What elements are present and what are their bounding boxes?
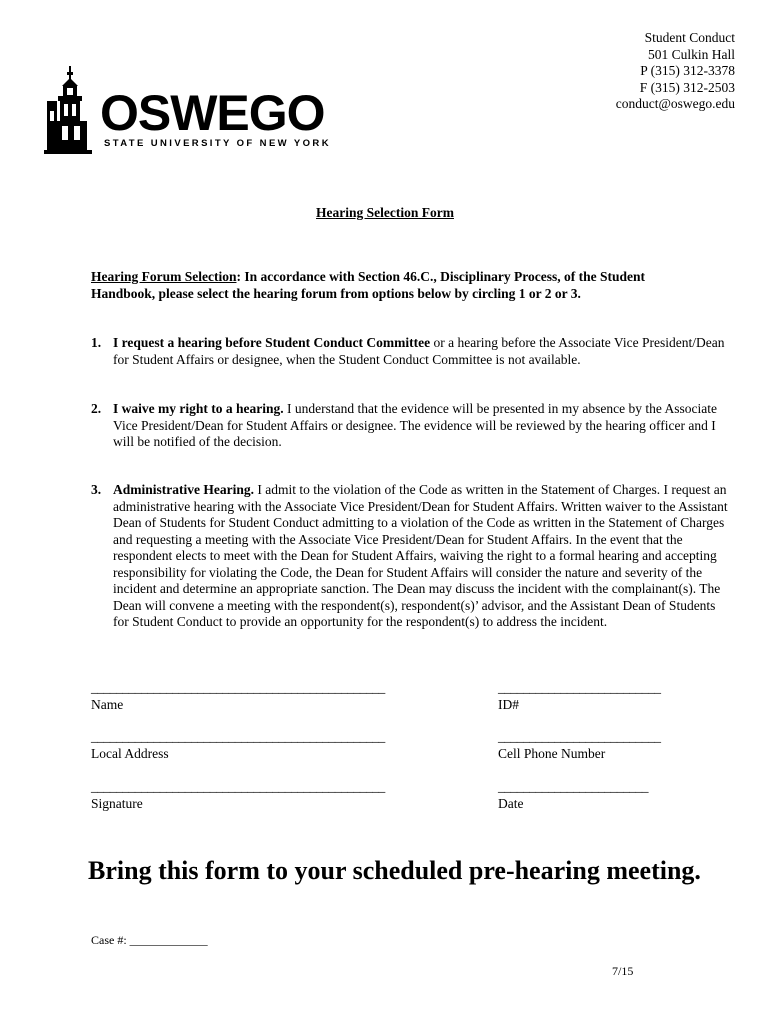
option-3: [91, 482, 731, 631]
option-text: I understand that the evidence will be presented in my absence by the Associate Vice President/Dean for Student Affairs or designee. The evidence will be reviewed by the hearing officer and I will be notified of the decision.: [113, 401, 717, 449]
date-field[interactable]: [498, 779, 648, 812]
option-number: 3.: [91, 482, 102, 497]
oswego-logo: [44, 66, 344, 156]
form-title: Hearing Selection Form: [316, 205, 454, 220]
cell-phone-label: Cell Phone Number: [498, 746, 606, 761]
contact-office: Student Conduct: [644, 30, 735, 45]
option-2: [91, 401, 731, 451]
date-label: Date: [498, 796, 524, 811]
intro-paragraph: [91, 268, 711, 302]
option-title: I request a hearing before Student Conduct Committee: [113, 335, 431, 350]
contact-email: conduct@oswego.edu: [615, 96, 735, 111]
option-1: [91, 335, 731, 368]
logo-tagline: STATE UNIVERSITY OF NEW YORK: [104, 138, 331, 149]
address-label: Local Address: [91, 746, 169, 761]
option-title: I waive my right to a hearing.: [113, 401, 284, 416]
contact-fax: F (315) 312-2503: [639, 79, 735, 95]
intro-lead: Hearing Forum Selection: [91, 269, 237, 284]
name-label: Name: [91, 697, 124, 712]
name-field[interactable]: [91, 680, 385, 713]
case-number-field[interactable]: Case #: _____________: [91, 933, 208, 947]
contact-phone: P (315) 312-3378: [640, 63, 735, 78]
cell-phone-field[interactable]: [498, 729, 661, 762]
cell-phone-line[interactable]: __________________________: [498, 729, 661, 744]
signature-label: Signature: [91, 796, 143, 811]
option-text: I admit to the violation of the Code as written in the Statement of Charges. I request an administrative hearing with the Associate Vice President/Dean for Student Affairs. Written waiver to the Assistant Dean of Students for Student Conduct admitting to a violation of the Code as written in the Statement of Charges and requesting a meeting with the Associate Vice President/Dean for Student Affairs. In the event that the respondent elects to meet with the Dean for Student Affairs, waiving the right to a formal hearing and accepting responsibility for violating the Code, the Dean for Student Affairs will consider the nature and severity of the incident and determine an appropriate sanction. The Dean may discuss the incident with the complainant(s). The Dean will convene a meeting with the respondent(s), respondent(s)’ advisor, and the Assistant Dean of Students for Student Conduct to provide an opportunity for the respondent(s) to address the incident.: [113, 482, 728, 629]
id-line[interactable]: __________________________: [498, 680, 661, 695]
bring-form-notice: Bring this form to your scheduled pre-hearing meeting.: [88, 856, 701, 885]
date-line[interactable]: ________________________: [498, 779, 648, 794]
address-line[interactable]: _______________________________________________: [91, 729, 385, 744]
form-revision-date: 7/15: [612, 964, 634, 978]
signature-field[interactable]: [91, 779, 385, 812]
option-text: or a hearing before the Associate Vice President/Dean for Student Affairs or designee, when the Student Conduct Committee is not available.: [113, 335, 725, 367]
option-number: 2.: [91, 401, 102, 416]
id-field[interactable]: [498, 680, 661, 713]
option-title: Administrative Hearing.: [113, 482, 254, 497]
tower-icon: [44, 66, 104, 156]
option-number: 1.: [91, 335, 102, 350]
contact-block: [616, 30, 735, 113]
intro-text: : In accordance with Section 46.C., Disciplinary Process, of the Student Handbook, please select the hearing forum from options below by circling 1 or 2 or 3.: [91, 269, 645, 301]
address-field[interactable]: [91, 729, 385, 762]
contact-address: 501 Culkin Hall: [648, 46, 735, 62]
logo-wordmark: OSWEGO: [100, 85, 325, 141]
name-line[interactable]: _______________________________________________: [91, 680, 385, 695]
signature-line[interactable]: _______________________________________________: [91, 779, 385, 794]
id-label: ID#: [498, 697, 519, 712]
